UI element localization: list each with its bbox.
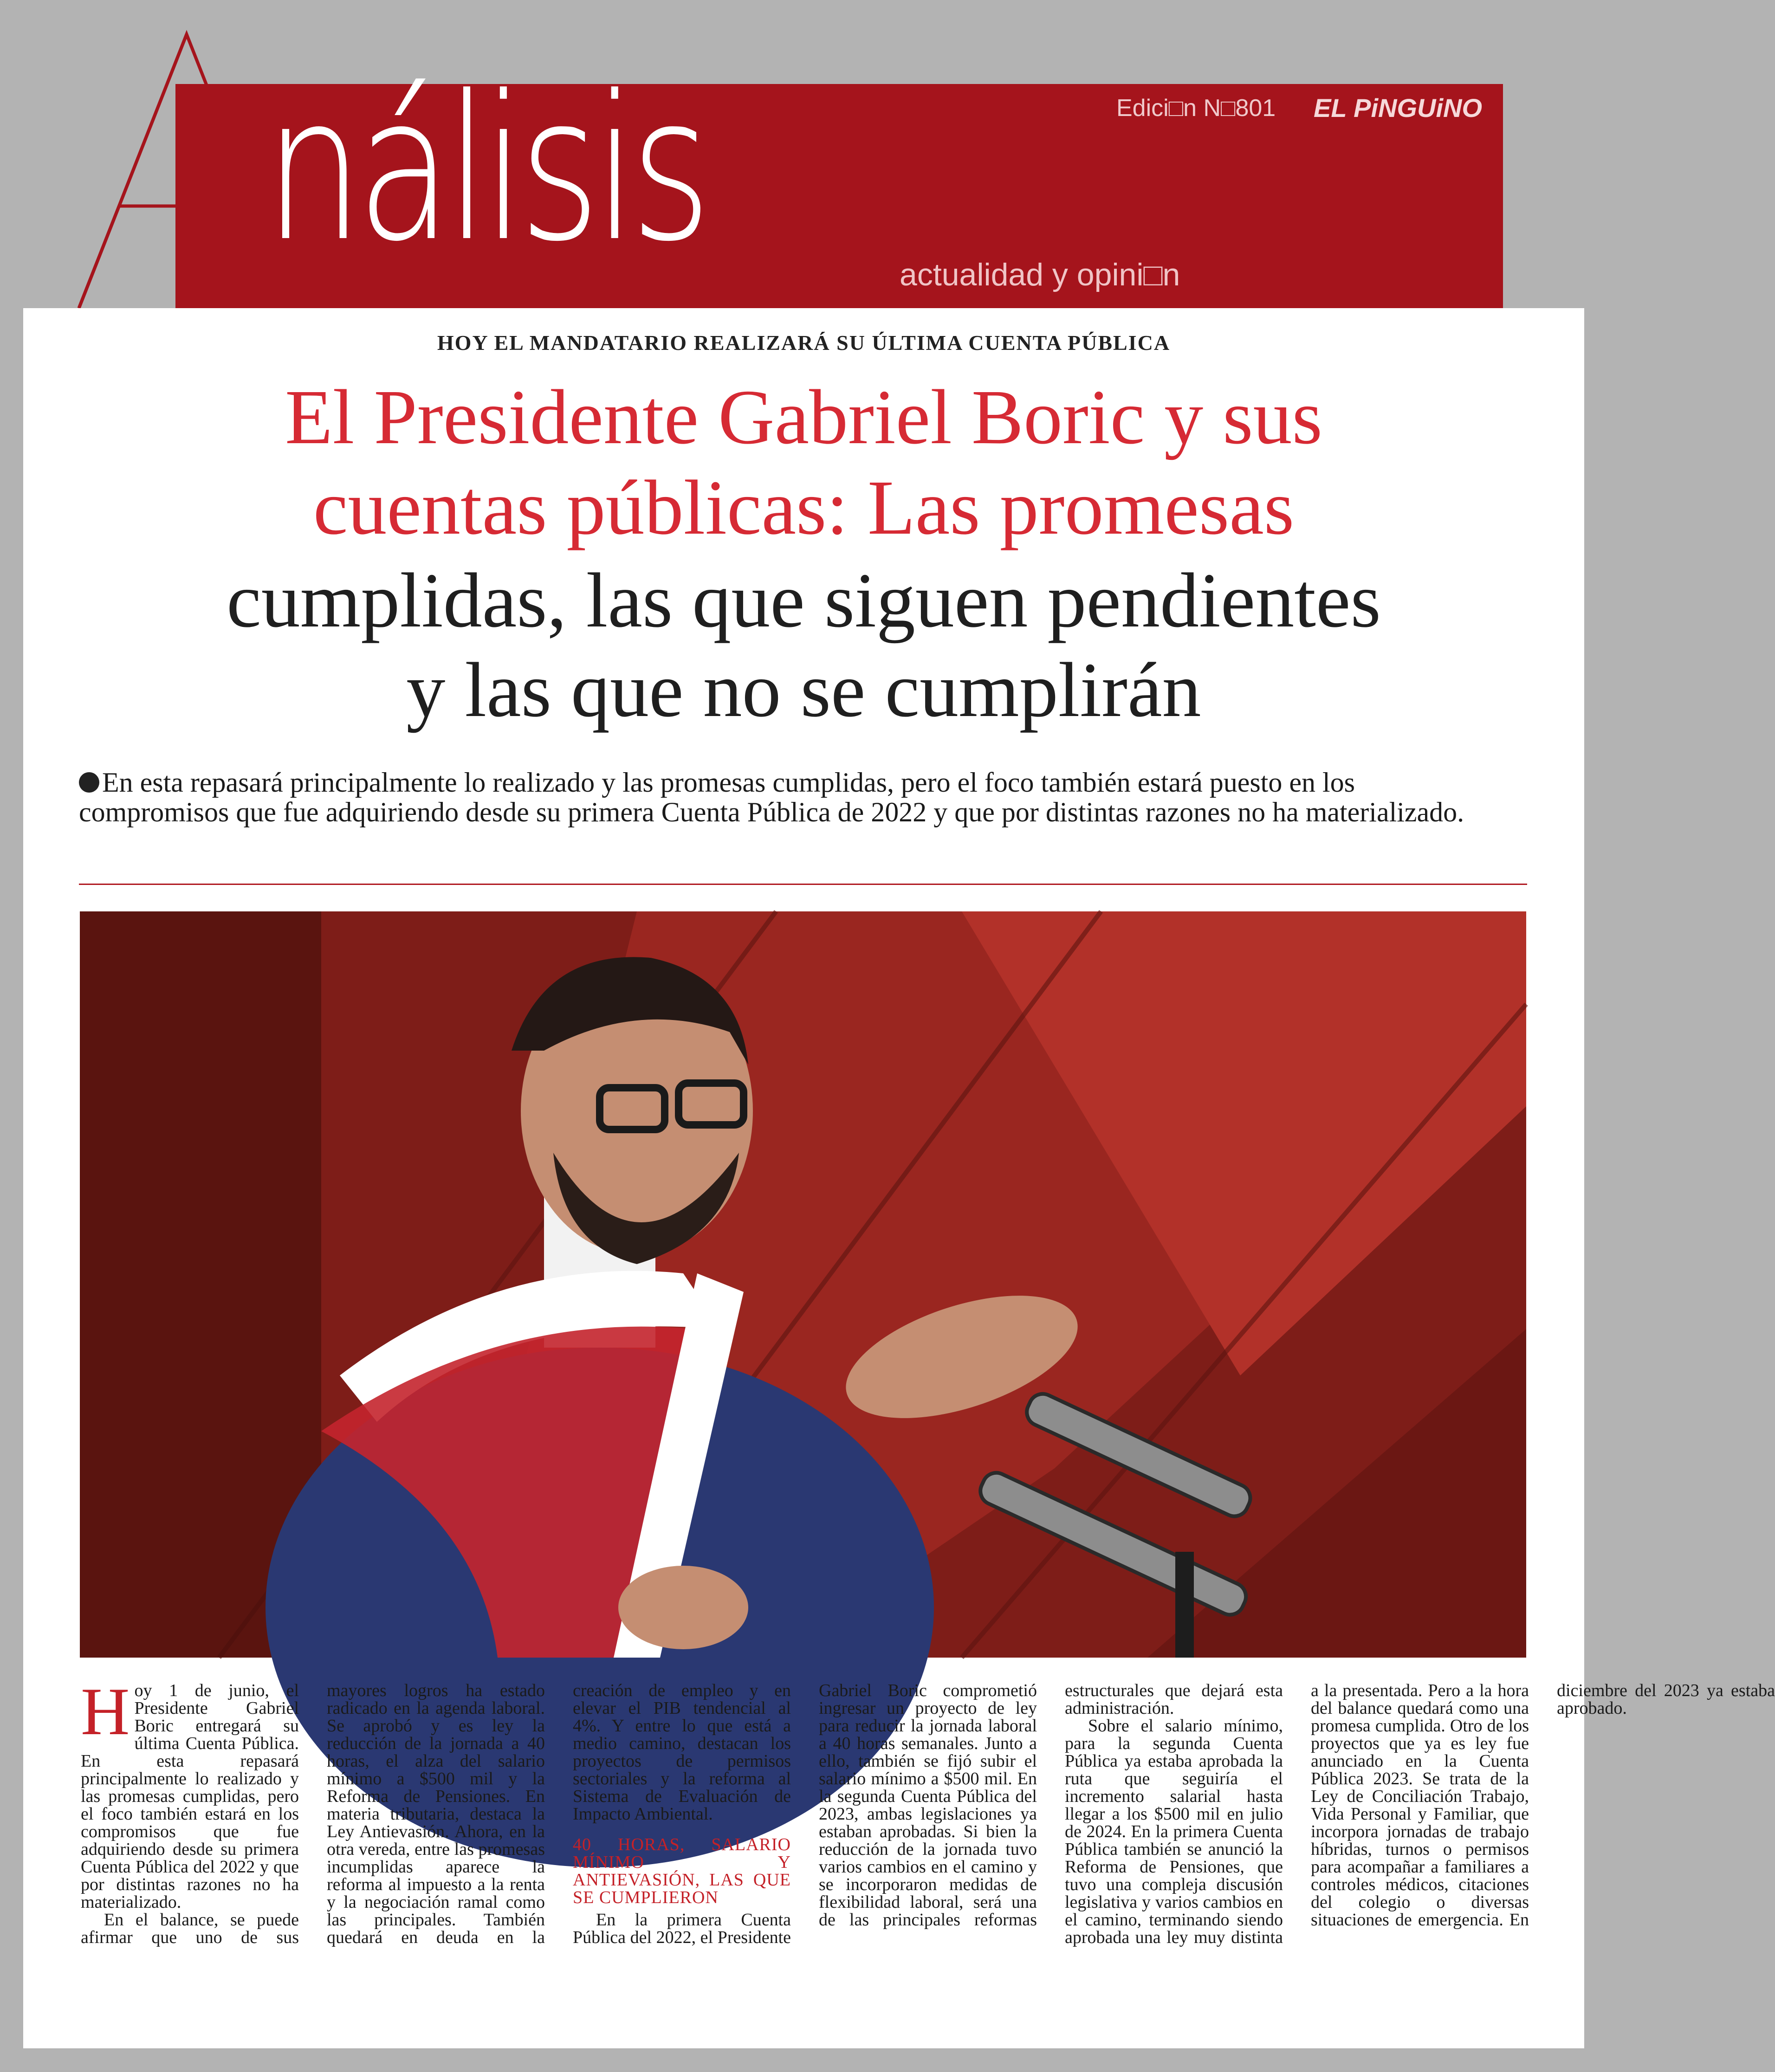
headline-line-3: cumplidas, las que siguen pendientes [227,557,1381,644]
body-paragraph-2: En el balance, se puede afirmar que uno de sus mayores logros ha estado radicado en la agenda laboral. Se aprobó y es ley la reducción de la jornada a 40 horas, el alza del salario mínimo a $500 mil y la Reforma de Pensiones. En materia tributaria, destaca la Ley Antievasión. Ahora, en la otra vereda, entre las promesas incumplidas aparece la reforma al impuesto a la renta y la negociación ramal como las principales. También quedará en deuda en la creación de empleo y en elevar el PIB tendencial al 4%. Y entre lo que está a medio camino, destacan los proyectos de permisos sectoriales y la reforma al Sistema de Evaluación de Impacto Ambiental. [81,1681,791,1947]
masthead-title: nálisis [265,53,705,285]
masthead-tagline: actualidad y opini□n [900,257,1180,292]
masthead-initial [74,31,297,308]
dek-bullet-icon [79,772,99,793]
dek-text: En esta repasará principalmente lo realizado y las promesas cumplidas, pero el foco también estará puesto en los compromisos que fue adquiriendo desde su primera Cuenta Pública de 2022 y que por distintas razones no ha materializado. [79,767,1464,827]
newspaper-brand: EL PiNGUiNO [1314,93,1483,123]
article-dek [79,768,1509,827]
article-subhead: 40 HORAS, SALARIO MÍNIMO Y ANTIEVASIÓN, LAS QUE SE CUMPLIERON [573,1835,791,1907]
article-photo [80,911,1526,1658]
headline-line-2: cuentas públicas: Las promesas [313,465,1295,551]
headline-line-4: y las que no se cumplirán [406,647,1201,733]
divider-rule [79,884,1527,885]
body-paragraph-3: En la primera Cuenta Pública del 2022, el Presidente Gabriel Boric comprometió ingresar un proyecto de ley para reducir la jornada laboral a 40 horas semanales. Junto a ello, también se fijó subir el salario mínimo a $500 mil. En la segunda Cuenta Pública del 2023, ambas legislaciones ya estaban aprobadas. Si bien la reducción de la jornada tuvo varios cambios en el camino y se incorporaron medidas de flexibilidad laboral, será una de las principales reformas estructurales que dejará esta administración. [573,1681,1283,1947]
body-paragraph-1 [81,1674,299,1912]
article-body [81,1674,1775,1956]
headline-line-1: El Presidente Gabriel Boric y sus [285,374,1322,460]
drop-cap: H [81,1674,130,1749]
edition-number: Edici□n N□801 [1116,95,1276,122]
article-kicker: HOY EL MANDATARIO REALIZARÁ SU ÚLTIMA CUENTA PÚBLICA [437,331,1171,355]
body-paragraph-1-text: oy 1 de junio, el Presidente Gabriel Boric entregará su última Cuenta Pública. En esta repasará principalmente lo realizado y las promesas cumplidas, pero el foco también estará en los compromisos que fue adquiriendo desde su primera Cuenta Pública del 2022 y que por distintas razones no ha materializado. [81,1681,299,1912]
body-paragraph-4: Sobre el salario mínimo, para la segunda Cuenta Pública ya estaba aprobada la ruta que seguiría el incremento salarial hasta llegar a los $500 mil en julio de 2024. En la primera Cuenta Pública también se anunció la Reforma de Pensiones, que tuvo una compleja discusión legislativa y varios cambios en el camino, terminando siendo aprobada una ley muy distinta a la presentada. Pero a la hora del balance quedará como una promesa cumplida. Otro de los proyectos que ya es ley fue anunciado en la Cuenta Pública 2023. Se trata de la Ley de Conciliación Trabajo, Vida Personal y Familiar, que incorpora jornadas de trabajo híbridas, turnos o permisos para acompañar a familiares a controles médicos, citaciones del colegio o diversas situaciones de emergencia. En diciembre del 2023 ya estaba aprobado. [1065,1681,1775,1947]
article-page [23,308,1775,2048]
